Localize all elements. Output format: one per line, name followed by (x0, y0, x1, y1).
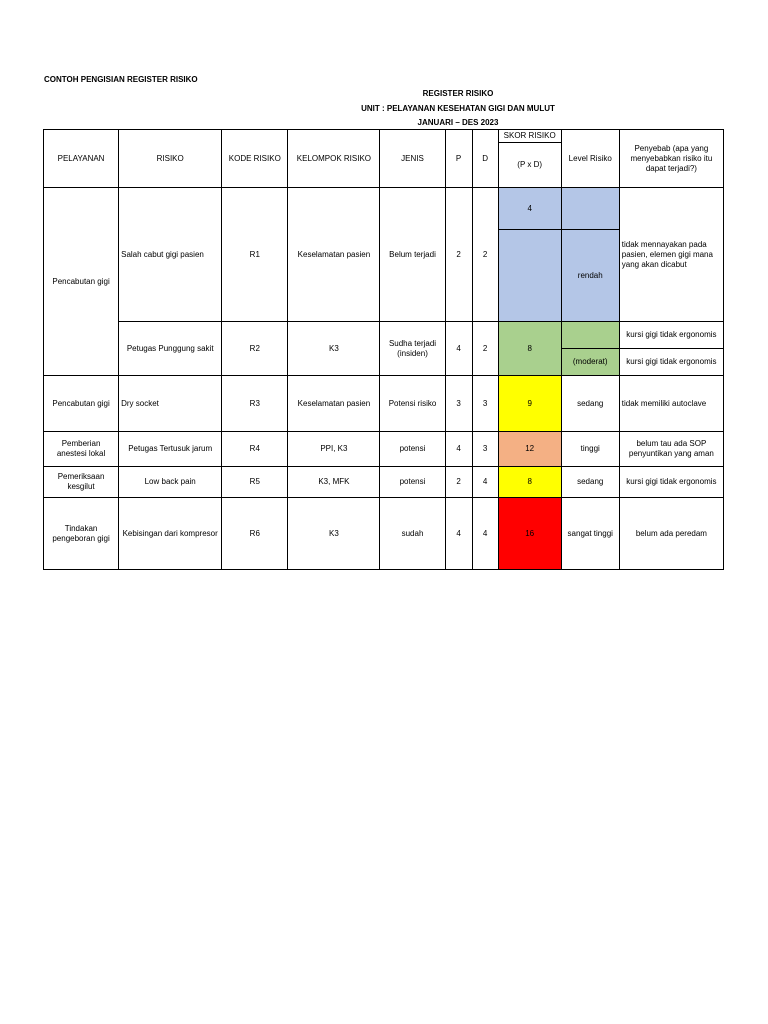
period-title: JANUARI – DES 2023 (417, 118, 499, 127)
header-kode-risiko: KODE RISIKO (222, 130, 288, 188)
table-cell-kelompok: K3 (288, 498, 380, 570)
level-cell-empty (561, 188, 619, 230)
table-cell-p: 4 (445, 498, 472, 570)
table-cell-pelayanan: Pencabutan gigi (44, 376, 119, 432)
table-cell-kelompok: Keselamatan pasien (288, 376, 380, 432)
table-cell-risiko: Salah cabut gigi pasien (119, 188, 222, 322)
header-kelompok-risiko: KELOMPOK RISIKO (288, 130, 380, 188)
table-cell-d: 3 (472, 376, 498, 432)
table-cell-jenis: Belum terjadi (380, 188, 445, 322)
table-cell-jenis: Potensi risiko (380, 376, 445, 432)
table-cell-p: 4 (445, 322, 472, 376)
table-cell-kelompok: K3, MFK (288, 467, 380, 498)
header-pelayanan: PELAYANAN (44, 130, 119, 188)
table-cell-penyebab: kursi gigi tidak ergonomis (619, 467, 723, 498)
table-cell-pelayanan: Pemberian anestesi lokal (44, 432, 119, 467)
table-cell-risiko: Petugas Punggung sakit (119, 322, 222, 376)
table-cell-kelompok: PPI, K3 (288, 432, 380, 467)
table-cell-pelayanan: Pemeriksaan kesgilut (44, 467, 119, 498)
table-cell-kelompok: Keselamatan pasien (288, 188, 380, 322)
score-cell-empty (498, 230, 561, 322)
header-skor-formula: (P x D) (498, 143, 561, 188)
risk-score-cell: 8 (498, 322, 561, 376)
table-cell-p: 2 (445, 467, 472, 498)
table-cell-p: 3 (445, 376, 472, 432)
unit-title: UNIT : PELAYANAN KESEHATAN GIGI DAN MULUT (361, 104, 555, 113)
table-cell-penyebab: kursi gigi tidak ergonomis (619, 322, 723, 349)
table-cell-penyebab: kursi gigi tidak ergonomis (619, 349, 723, 376)
table-cell-risiko: Kebisingan dari kompresor (119, 498, 222, 570)
risk-register-table (43, 129, 724, 570)
risk-level-cell: sedang (561, 467, 619, 498)
document-label: CONTOH PENGISIAN REGISTER RISIKO (44, 75, 198, 84)
risk-score-cell: 9 (498, 376, 561, 432)
table-cell-jenis: potensi (380, 467, 445, 498)
table-cell-d: 4 (472, 467, 498, 498)
risk-level-cell: rendah (561, 230, 619, 322)
table-cell-kode: R2 (222, 322, 288, 376)
table-cell-d: 3 (472, 432, 498, 467)
header-d: D (472, 130, 498, 188)
table-cell-kode: R5 (222, 467, 288, 498)
table-cell-d: 2 (472, 188, 498, 322)
register-title: REGISTER RISIKO (422, 89, 494, 98)
table-cell-risiko: Dry socket (119, 376, 222, 432)
header-penyebab: Penyebab (apa yang menyebabkan risiko itu dapat terjadi?) (619, 130, 723, 188)
risk-score-cell: 4 (498, 188, 561, 230)
table-cell-jenis: Sudha terjadi (insiden) (380, 322, 445, 376)
table-cell-kode: R6 (222, 498, 288, 570)
risk-level-cell: tinggi (561, 432, 619, 467)
risk-score-cell: 16 (498, 498, 561, 570)
risk-level-cell: sedang (561, 376, 619, 432)
table-cell-jenis: potensi (380, 432, 445, 467)
table-cell-kode: R1 (222, 188, 288, 322)
header-p: P (445, 130, 472, 188)
table-cell-d: 2 (472, 322, 498, 376)
table-cell-risiko: Low back pain (119, 467, 222, 498)
level-cell-empty (561, 322, 619, 349)
table-cell-pelayanan: Tindakan pengeboran gigi (44, 498, 119, 570)
table-cell-pelayanan: Pencabutan gigi (44, 188, 119, 376)
table-cell-penyebab: belum tau ada SOP penyuntikan yang aman (619, 432, 723, 467)
table-cell-penyebab: belum ada peredam (619, 498, 723, 570)
risk-score-cell: 8 (498, 467, 561, 498)
table-cell-penyebab: tidak memiliki autoclave (619, 376, 723, 432)
risk-score-cell: 12 (498, 432, 561, 467)
table-cell-kelompok: K3 (288, 322, 380, 376)
table-cell-kode: R4 (222, 432, 288, 467)
risk-level-cell: sangat tinggi (561, 498, 619, 570)
table-cell-kode: R3 (222, 376, 288, 432)
header-jenis: JENIS (380, 130, 445, 188)
table-cell-p: 2 (445, 188, 472, 322)
header-level-risiko: Level Risiko (561, 130, 619, 188)
header-skor-risiko: SKOR RISIKO (498, 130, 561, 143)
table-cell-penyebab: tidak mennayakan pada pasien, elemen gigi mana yang akan dicabut (619, 188, 723, 322)
table-cell-risiko: Petugas Tertusuk jarum (119, 432, 222, 467)
table-cell-d: 4 (472, 498, 498, 570)
risk-level-cell: (moderat) (561, 349, 619, 376)
table-cell-jenis: sudah (380, 498, 445, 570)
header-risiko: RISIKO (119, 130, 222, 188)
table-cell-p: 4 (445, 432, 472, 467)
